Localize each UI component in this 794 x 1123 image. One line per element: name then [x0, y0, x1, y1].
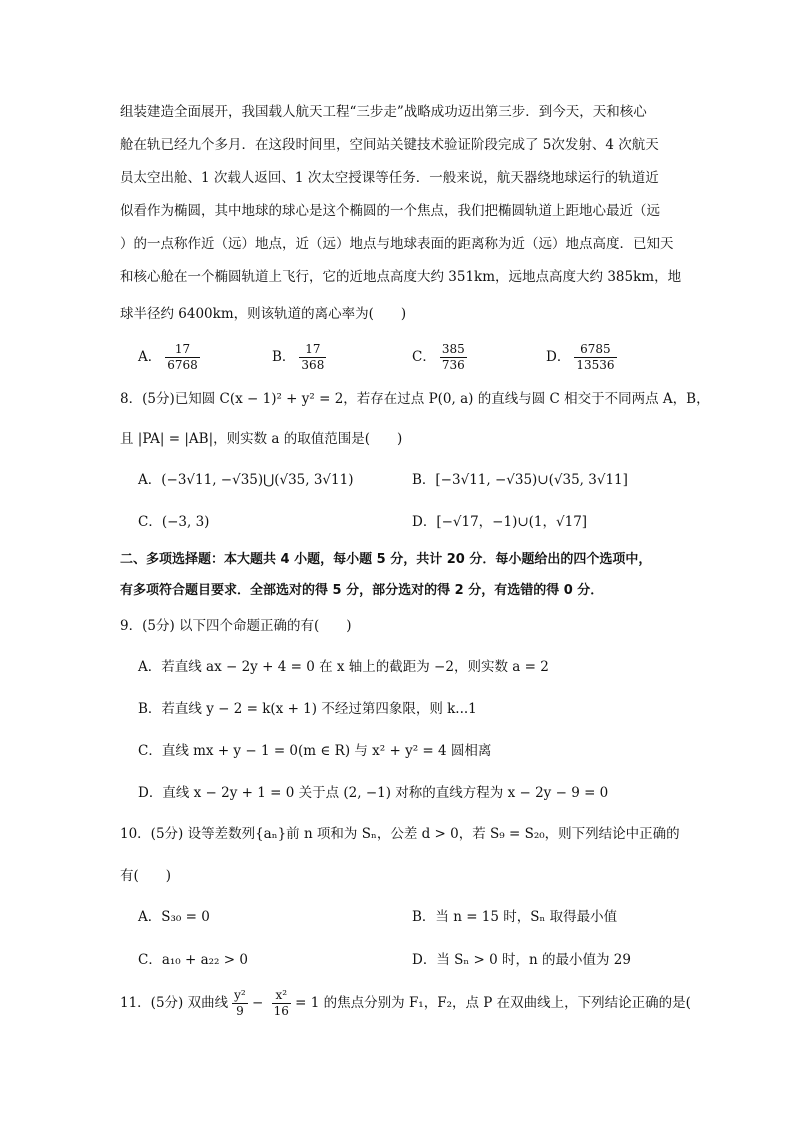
section-header-line1: 二、多项选择题：本大题共 4 小题，每小题 5 分，共计 20 分．每小题给出的四个选项中，: [120, 552, 652, 567]
q10-stem-line1: 10．(5分) 设等差数列{aₙ}前 n 项和为 Sₙ，公差 d > 0，若 S₉ = S₂₀，则下列结论中正确的: [120, 826, 680, 842]
q7-option-a: A． $\frac{17}{6768}$: [138, 342, 198, 372]
q9-option-a: A．若直线 ax − 2y + 4 = 0 在 x 轴上的截距为 −2，则实数 a = 2: [138, 659, 549, 675]
q11-stem: 11．(5分) 双曲线 $\frac{\text{y²}}{9}$ − $\frac{\text{x²}}{16}$ = 1 的焦点分别为 F₁，F₂，点 P 在双曲线上，下列结论正确的是(: [120, 988, 691, 1018]
q10-option-c: C．a₁₀ + a₂₂ > 0: [138, 952, 248, 968]
fraction: $\frac{17}{6768}$: [167, 342, 198, 372]
q8-option-b: B．[−3√11, −√35)∪(√35, 3√11]: [412, 472, 628, 488]
q9-option-c: C．直线 mx + y − 1 = 0(m ∈ R) 与 x² + y² = 4 圆相离: [138, 743, 492, 759]
q8-option-a: A．(−3√11, −√35)⋃(√35, 3√11): [138, 472, 354, 488]
q8-stem-line1: 8．(5分)已知圆 C(x − 1)² + y² = 2，若存在过点 P(0, a) 的直线与圆 C 相交于不同两点 A，B，: [120, 391, 710, 407]
section-header-line2: 有多项符合题目要求．全部选对的得 5 分，部分选对的得 2 分，有选错的得 0 分．: [120, 583, 604, 598]
paragraph-line: 似看作为椭圆，其中地球的球心是这个椭圆的一个焦点，我们把椭圆轨道上距地心最近（远: [120, 203, 660, 219]
q8-option-d: D．[−√17，−1)∪(1，√17]: [412, 514, 588, 530]
fraction: $\frac{\text{y²}}{9}$: [234, 988, 246, 1018]
q8-option-c: C．(−3, 3): [138, 514, 210, 530]
q10-option-b: B．当 n = 15 时，Sₙ 取得最小值: [412, 909, 618, 925]
q9-option-b: B．若直线 y − 2 = k(x + 1) 不经过第四象限，则 k...1: [138, 701, 477, 717]
q9-option-d: D．直线 x − 2y + 1 = 0 关于点 (2, −1) 对称的直线方程为 x − 2y − 9 = 0: [138, 785, 609, 801]
q9-stem: 9．(5分) 以下四个命题正确的有( ): [120, 618, 352, 634]
fraction: $\frac{385}{736}$: [441, 342, 465, 372]
paragraph-line: 舱在轨已经九个多月．在这段时间里，空间站关键技术验证阶段完成了 5次发射、4 次航天: [120, 137, 659, 153]
paragraph-line: ）的一点称作近（远）地点，近（远）地点与地球表面的距离称为近（远）地点高度．已知天: [120, 236, 674, 252]
fraction: $\frac{6785}{13536}$: [576, 342, 615, 372]
q8-stem-line2: 且 |PA| = |AB|，则实数 a 的取值范围是( ): [120, 431, 403, 447]
q7-option-c: C． $\frac{385}{736}$: [412, 342, 465, 372]
paragraph-line: 组装建造全面展开，我国载人航天工程“三步走”战略成功迈出第三步．到今天，天和核心: [120, 104, 647, 120]
fraction: $\frac{\text{x²}}{16}$: [273, 988, 289, 1018]
paragraph-line: 球半径约 6400km，则该轨道的离心率为( ): [120, 306, 407, 322]
fraction: $\frac{17}{368}$: [301, 342, 325, 372]
q7-option-d: D． $\frac{6785}{13536}$: [546, 342, 615, 372]
q10-option-a: A．S₃₀ = 0: [138, 909, 210, 925]
paragraph-line: 员太空出舱、1 次载人返回、1 次太空授课等任务．一般来说，航天器绕地球运行的轨道近: [120, 170, 659, 186]
q7-option-b: B． $\frac{17}{368}$: [272, 342, 325, 372]
q10-option-d: D．当 Sₙ > 0 时，n 的最小值为 29: [412, 952, 631, 968]
q10-stem-line2: 有( ): [120, 868, 172, 884]
paragraph-line: 和核心舱在一个椭圆轨道上飞行，它的近地点高度大约 351km，远地点高度大约 385km，地: [120, 269, 682, 285]
